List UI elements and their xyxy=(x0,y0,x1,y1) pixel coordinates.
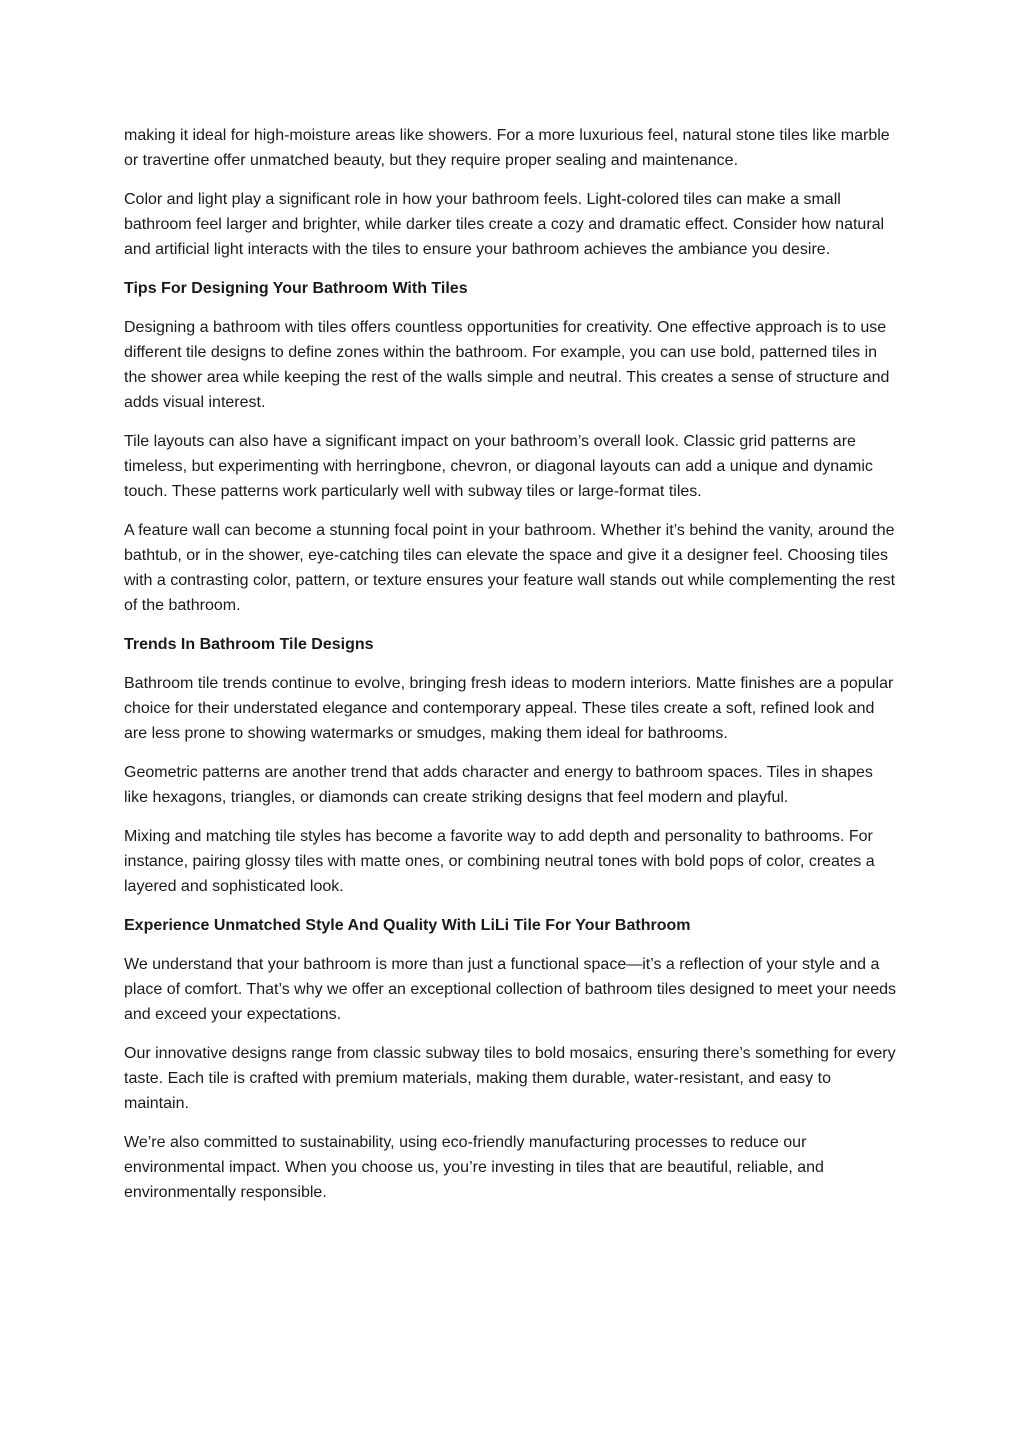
paragraph-design-zones: Designing a bathroom with tiles offers countless opportunities for creativity. One effective approach is to use different tile designs to define zones within the bathroom. For example, you can use bold, patterned tiles in the shower area while keeping the rest of the walls simple and neutral. This creates a sense of structure and adds visual interest. xyxy=(124,319,890,411)
heading-tips-designing: Tips For Designing Your Bathroom With Tiles xyxy=(124,280,468,297)
heading-lili-tile: Experience Unmatched Style And Quality With LiLi Tile For Your Bathroom xyxy=(124,917,691,934)
paragraph-innovative-designs: Our innovative designs range from classic subway tiles to bold mosaics, ensuring there’s something for every taste. Each tile is crafted with premium materials, making them durable, water-resistant, and easy to maintain. xyxy=(124,1045,896,1112)
paragraph-functional-space: We understand that your bathroom is more than just a functional space—it’s a reflection of your style and a place of comfort. That’s why we offer an exceptional collection of bathroom tiles designed to meet your needs and exceed your expectations. xyxy=(124,956,896,1023)
paragraph-stone-tiles: making it ideal for high-moisture areas like showers. For a more luxurious feel, natural stone tiles like marble or travertine offer unmatched beauty, but they require proper sealing and maintenance. xyxy=(124,127,890,169)
paragraph-geometric-patterns: Geometric patterns are another trend that adds character and energy to bathroom spaces. Tiles in shapes like hexagons, triangles, or diamonds can create striking designs that feel modern and playful. xyxy=(124,764,873,806)
heading-trends: Trends In Bathroom Tile Designs xyxy=(124,636,374,653)
paragraph-color-and-light: Color and light play a significant role in how your bathroom feels. Light-colored tiles can make a small bathroom feel larger and brighter, while darker tiles create a cozy and dramatic effect. Consider how natural and artificial light interacts with the tiles to ensure your bathroom achieves the ambiance you desire. xyxy=(124,191,885,258)
paragraph-matte-finishes: Bathroom tile trends continue to evolve, bringing fresh ideas to modern interiors. Matte finishes are a popular choice for their understated elegance and contemporary appeal. These tiles create a soft, refined look and are less prone to showing watermarks or smudges, making them ideal for bathrooms. xyxy=(124,675,894,742)
paragraph-mixing-styles: Mixing and matching tile styles has become a favorite way to add depth and personality to bathrooms. For instance, pairing glossy tiles with matte ones, or combining neutral tones with bold pops of color, creates a layered and sophisticated look. xyxy=(124,828,875,895)
paragraph-tile-layouts: Tile layouts can also have a significant impact on your bathroom’s overall look. Classic grid patterns are timeless, but experimenting with herringbone, chevron, or diagonal layouts can add a unique and dynamic touch. These patterns work particularly well with subway tiles or large-format tiles. xyxy=(124,433,873,500)
document-body xyxy=(124,123,900,1219)
paragraph-feature-wall: A feature wall can become a stunning focal point in your bathroom. Whether it’s behind the vanity, around the bathtub, or in the shower, eye-catching tiles can elevate the space and give it a designer feel. Choosing tiles with a contrasting color, pattern, or texture ensures your feature wall stands out while complementing the rest of the bathroom. xyxy=(124,522,896,614)
paragraph-sustainability: We’re also committed to sustainability, using eco-friendly manufacturing processes to reduce our environmental impact. When you choose us, you’re investing in tiles that are beautiful, reliable, and environmentally responsible. xyxy=(124,1134,824,1201)
